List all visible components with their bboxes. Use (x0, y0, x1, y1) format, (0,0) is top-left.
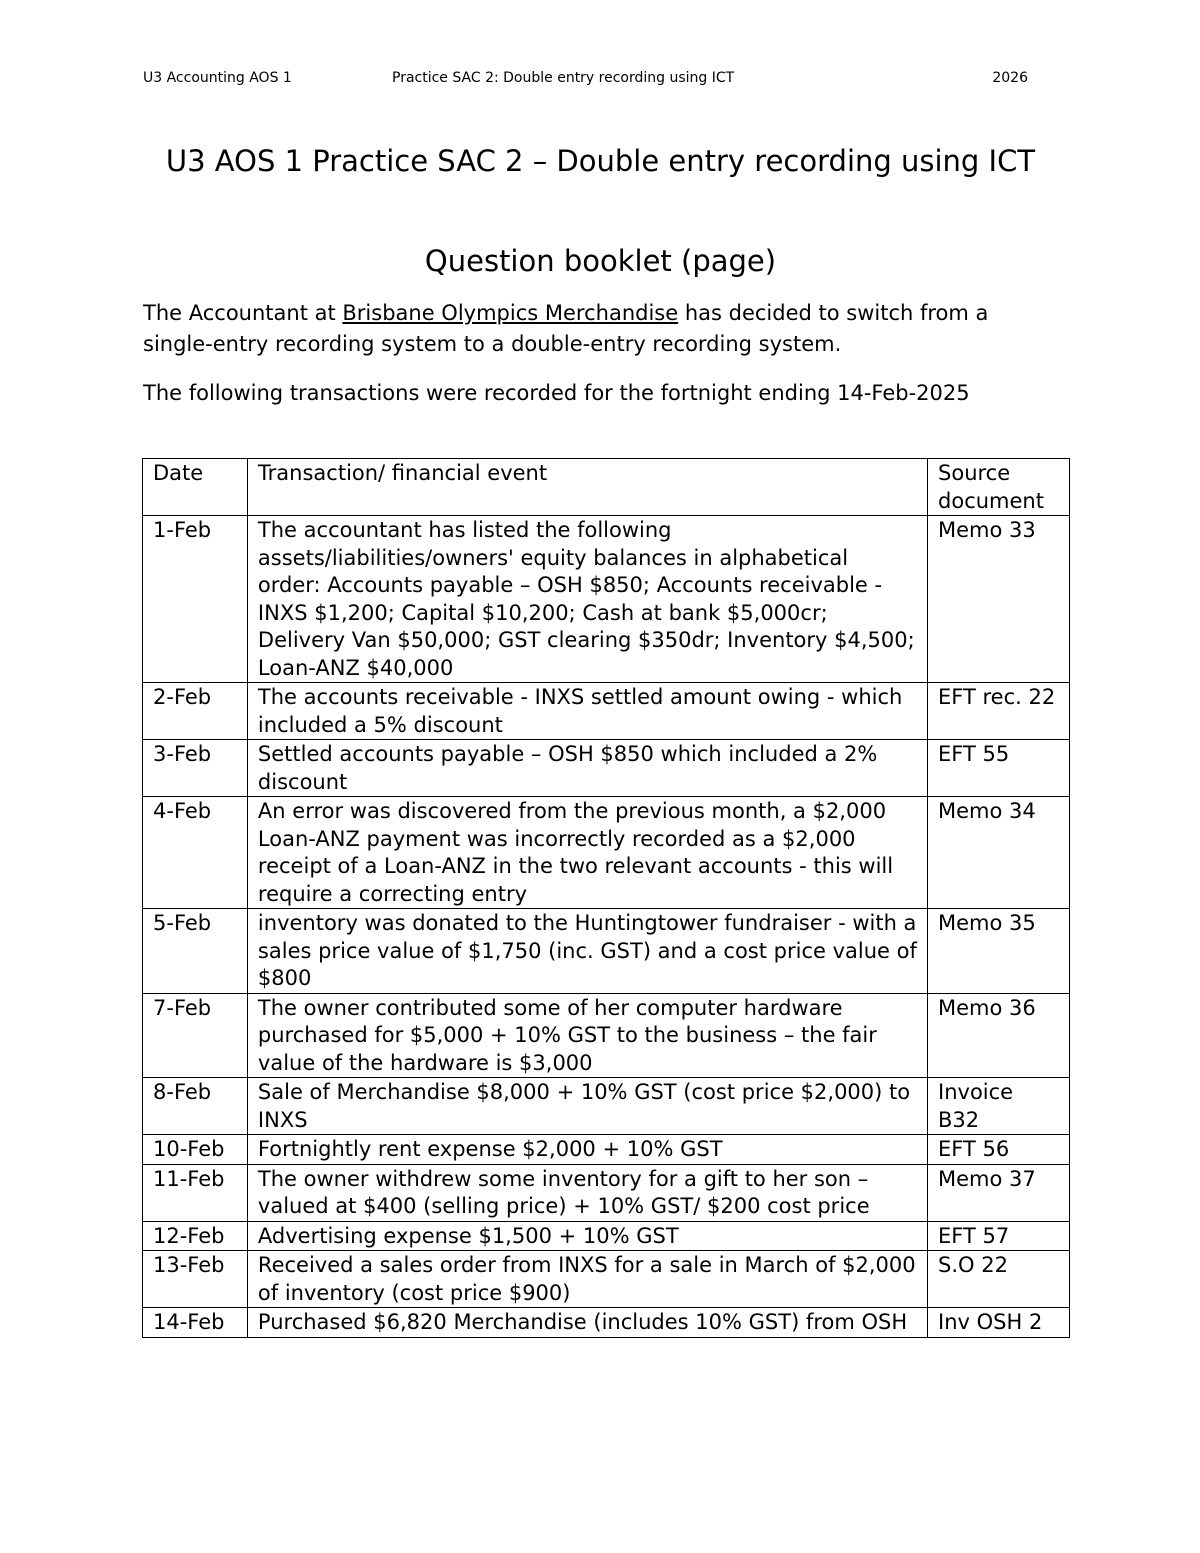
header-assessment-title: Practice SAC 2: Double entry recording using ICT (392, 70, 735, 86)
cell-transaction: Sale of Merchandise $8,000 + 10% GST (cost price $2,000) to INXS (247, 1078, 927, 1135)
cell-transaction: Received a sales order from INXS for a sale in March of $2,000 of inventory (cost price $900) (247, 1251, 927, 1308)
table-row (143, 1078, 1070, 1135)
cell-date: 2-Feb (143, 683, 248, 740)
table-row (143, 909, 1070, 994)
intro-text-before: The Accountant at (143, 301, 343, 325)
table-row (143, 1251, 1070, 1308)
cell-source: Invoice B32 (928, 1078, 1070, 1135)
cell-date: 3-Feb (143, 740, 248, 797)
cell-source: EFT rec. 22 (928, 683, 1070, 740)
header-course: U3 Accounting AOS 1 (143, 70, 292, 86)
cell-source: S.O 22 (928, 1251, 1070, 1308)
header-transaction: Transaction/ financial event (247, 459, 927, 516)
cell-source: Memo 34 (928, 797, 1070, 909)
cell-transaction: inventory was donated to the Huntingtower fundraiser - with a sales price value of $1,750 (inc. GST) and a cost price value of $800 (247, 909, 927, 994)
header-source-document: Source document (928, 459, 1070, 516)
header-year: 2026 (992, 70, 1028, 86)
table-row (143, 993, 1070, 1078)
cell-date: 7-Feb (143, 993, 248, 1078)
cell-transaction: The accountant has listed the following assets/liabilities/owners' equity balances in alphabetical order: Accounts payable – OSH $850; Accounts receivable - INXS $1,200; Capital $10,200; Cash at bank $5,000cr; Delivery Van $50,000; GST clearing $350dr; Inventory $4,500; Loan-ANZ $40,000 (247, 516, 927, 683)
table-row (143, 516, 1070, 683)
cell-transaction: Purchased $6,820 Merchandise (includes 10% GST) from OSH (247, 1308, 927, 1338)
cell-date: 1-Feb (143, 516, 248, 683)
transactions-table (142, 458, 1070, 1338)
cell-source: Memo 36 (928, 993, 1070, 1078)
cell-date: 12-Feb (143, 1221, 248, 1251)
table-row (143, 683, 1070, 740)
cell-date: 8-Feb (143, 1078, 248, 1135)
cell-source: Memo 33 (928, 516, 1070, 683)
cell-transaction: The owner contributed some of her computer hardware purchased for $5,000 + 10% GST to the business – the fair value of the hardware is $3,000 (247, 993, 927, 1078)
business-name: Brisbane Olympics Merchandise (342, 301, 679, 325)
cell-date: 10-Feb (143, 1135, 248, 1165)
cell-date: 5-Feb (143, 909, 248, 994)
cell-date: 4-Feb (143, 797, 248, 909)
cell-transaction: The owner withdrew some inventory for a gift to her son – valued at $400 (selling price) + 10% GST/ $200 cost price (247, 1164, 927, 1221)
cell-transaction: An error was discovered from the previous month, a $2,000 Loan-ANZ payment was incorrectly recorded as a $2,000 receipt of a Loan-ANZ in the two relevant accounts - this will require a correcting entry (247, 797, 927, 909)
document-subtitle: Question booklet (page) (424, 244, 777, 278)
cell-source: Memo 37 (928, 1164, 1070, 1221)
cell-date: 11-Feb (143, 1164, 248, 1221)
cell-transaction: The accounts receivable - INXS settled amount owing - which included a 5% discount (247, 683, 927, 740)
cell-source: EFT 56 (928, 1135, 1070, 1165)
cell-date: 13-Feb (143, 1251, 248, 1308)
table-row (143, 1135, 1070, 1165)
table-row (143, 1221, 1070, 1251)
table-row (143, 740, 1070, 797)
page-header (143, 70, 1028, 90)
transactions-intro: The following transactions were recorded for the fortnight ending 14-Feb-2025 (143, 381, 970, 405)
cell-transaction: Advertising expense $1,500 + 10% GST (247, 1221, 927, 1251)
cell-date: 14-Feb (143, 1308, 248, 1338)
cell-source: Inv OSH 2 (928, 1308, 1070, 1338)
table-row (143, 1164, 1070, 1221)
table-row (143, 1308, 1070, 1338)
cell-source: EFT 55 (928, 740, 1070, 797)
intro-text-after: has decided to switch from a single-entry recording system to a double-entry recording system. (143, 301, 989, 356)
table-header-row (143, 459, 1070, 516)
cell-source: Memo 35 (928, 909, 1070, 994)
intro-paragraph (143, 298, 1043, 360)
table-row (143, 797, 1070, 909)
document-title: U3 AOS 1 Practice SAC 2 – Double entry recording using ICT (165, 144, 1036, 178)
header-date: Date (143, 459, 248, 516)
cell-transaction: Settled accounts payable – OSH $850 which included a 2% discount (247, 740, 927, 797)
cell-source: EFT 57 (928, 1221, 1070, 1251)
cell-transaction: Fortnightly rent expense $2,000 + 10% GST (247, 1135, 927, 1165)
